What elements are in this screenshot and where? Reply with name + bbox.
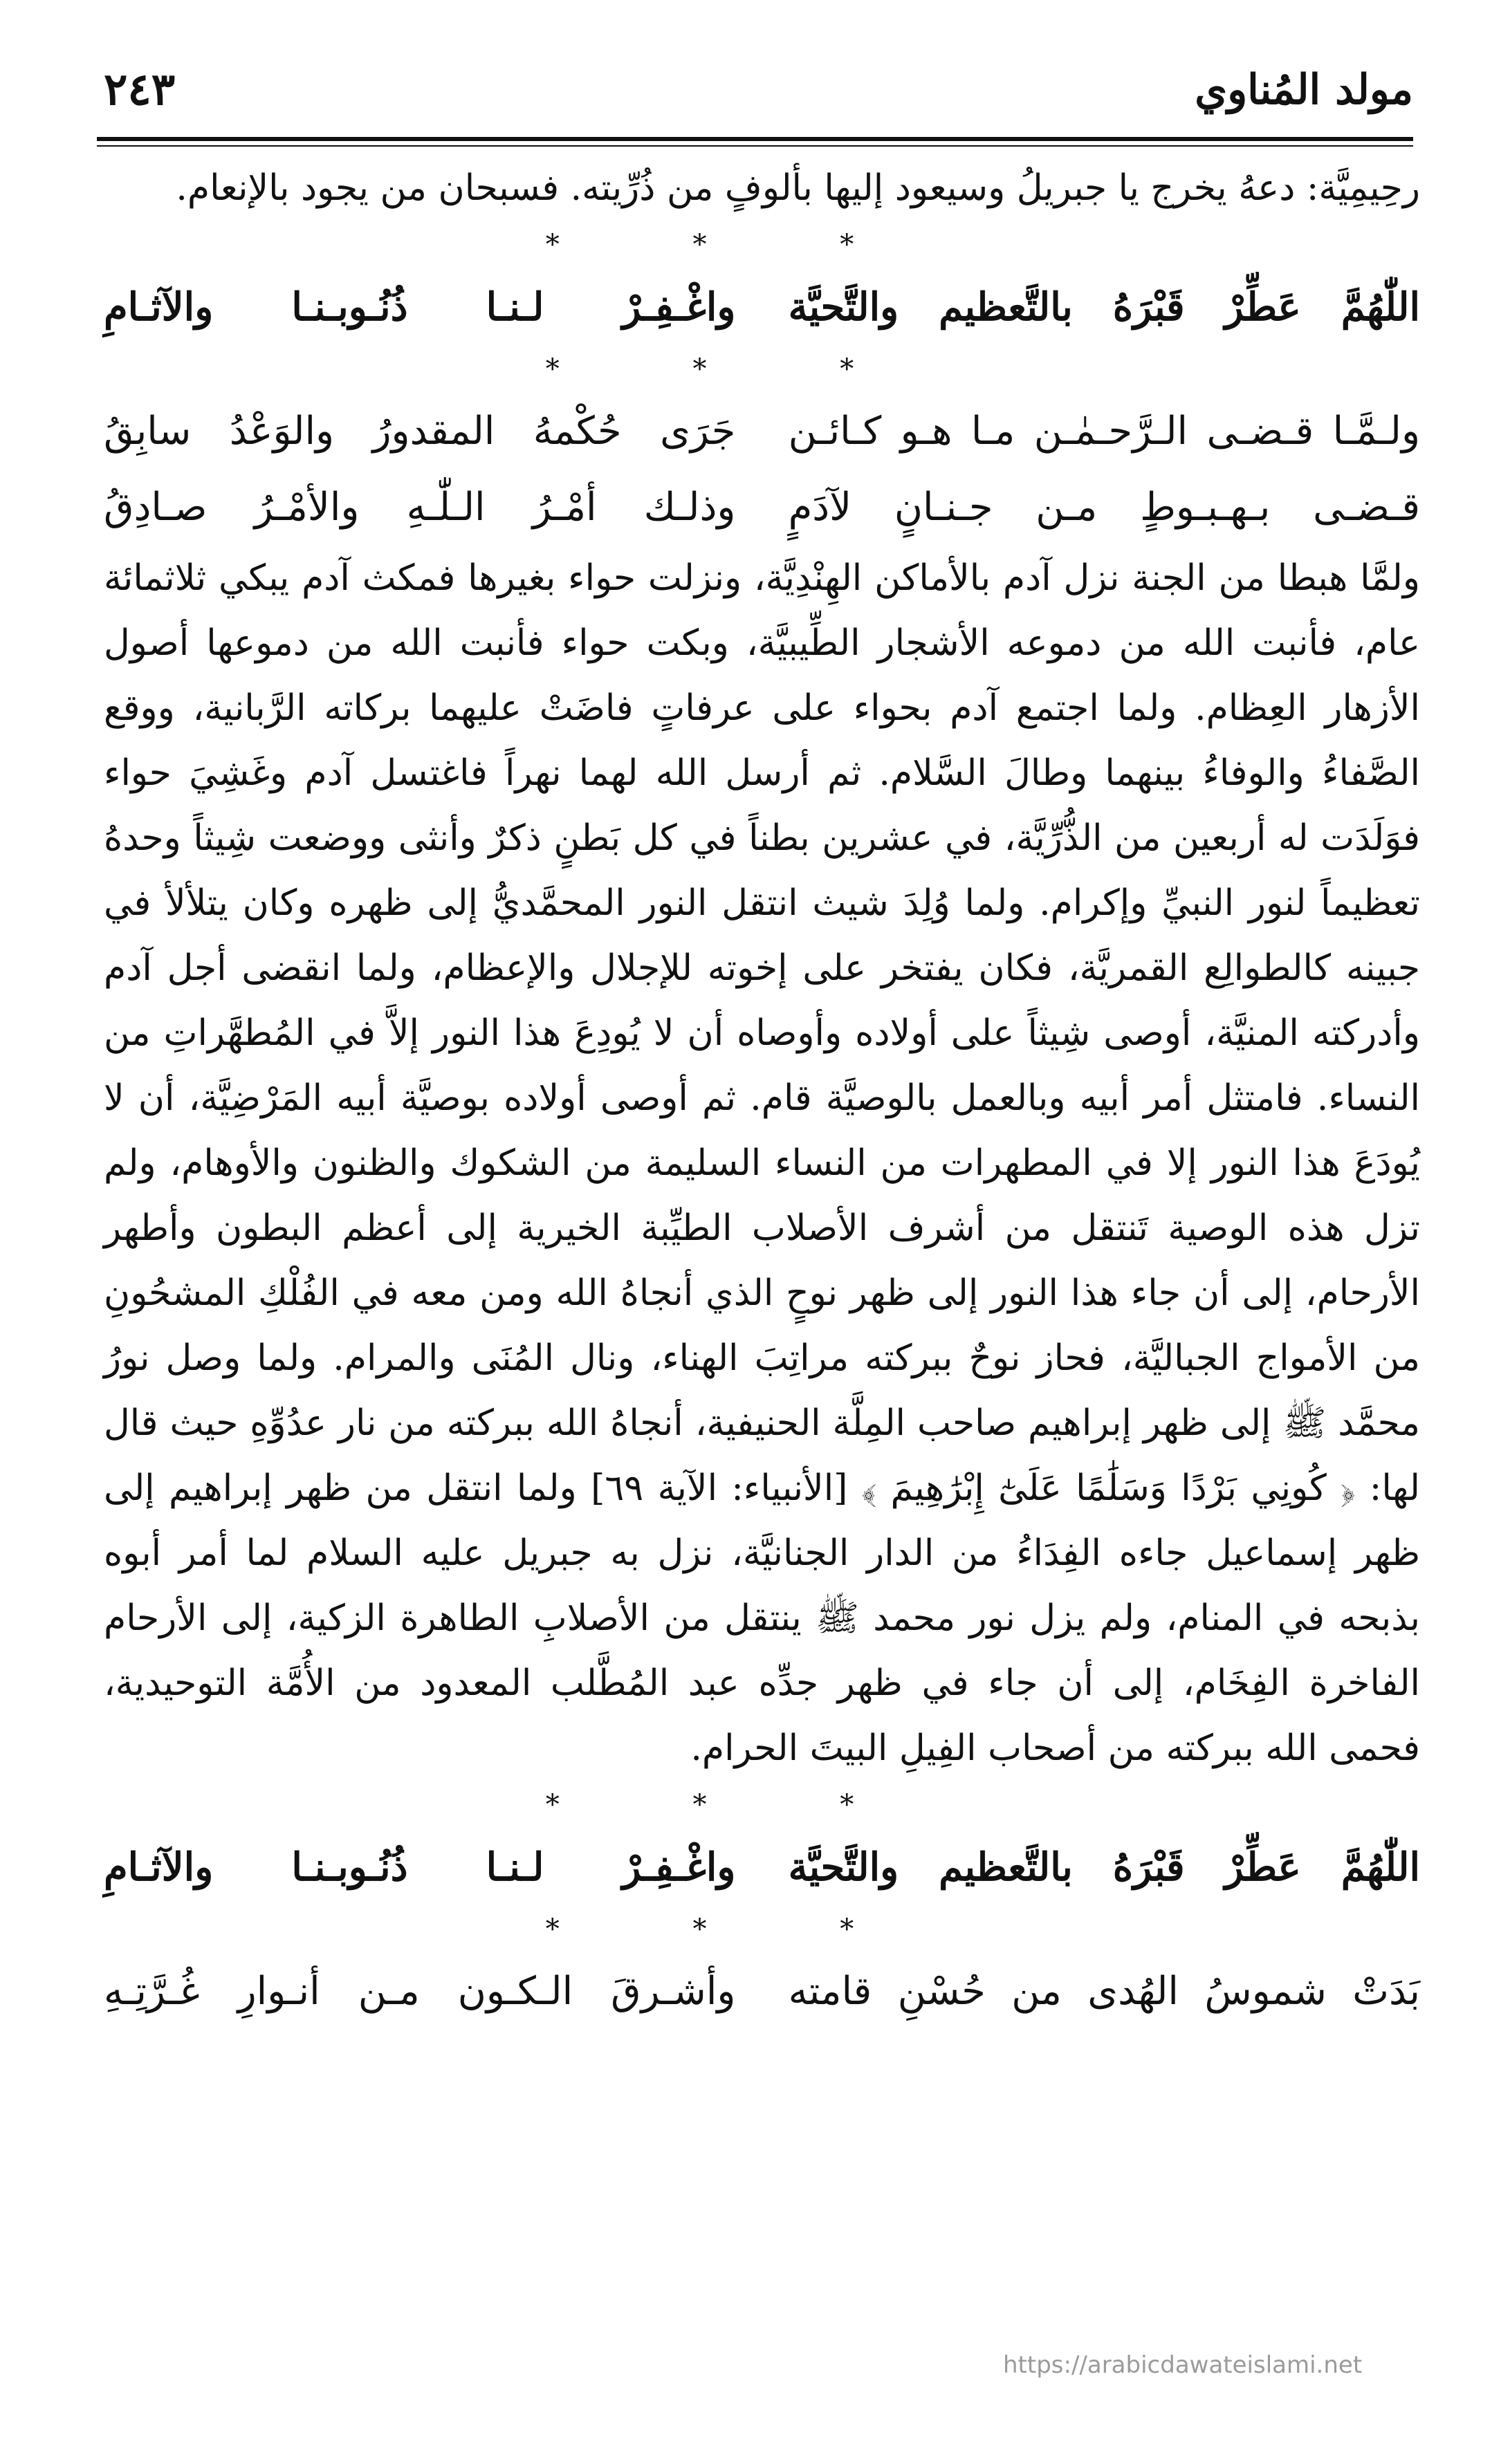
running-title: مولد المُناوي [1195, 66, 1413, 114]
main-paragraph: ولمَّا هبطا من الجنة نزل آدم بالأماكن الهِنْدِيَّة، ونزلت حواء بغيرها فمكث آدم يبكي ثلاثمائة عام، فأنبت الله من دموعه الأشجار الطِّيبيَّة، وبكت حواء فأنبت الله من دموعها أصول الأزهار العِظام. ولما اجتمع آدم بحواء على عرفاتٍ فاضَتْ عليهما بركاته الرَّبانية، ووقع الصَّفاءُ والوفاءُ بينهما وطالَ السَّلام. ثم أرسل الله لهما نهراً فاغتسل آدم وغَشِيَ حواء فوَلَدَت له أربعين من الذُّرِّيَّة، في عشرين بطناً في كل بَطنٍ ذكرٌ وأنثى ووضعت شِيثاً وحدهُ تعظيماً لنور النبيِّ وإكرام. ولما وُلِدَ شيث انتقل النور المحمَّديُّ إلى ظهره وكان يتلألأ في جبينه كالطوالِع القمريَّة، فكان يفتخر على إخوته للإجلال والإعظام، ولما انقضى أجل آدم وأدركته المنيَّة، أوصى شِيثاً على أولاده وأوصاه أن لا يُودِعَ هذا النور إلاَّ في المُطهَّراتِ من النساء. فامتثل أمر أبيه وبالعمل بالوصيَّة قام. ثم أوصى أولاده بوصيَّة أبيه المَرْضِيَّة، أن لا يُودَعَ هذا النور إلا في المطهرات من النساء السليمة من الشكوك والظنون والأوهام، ولم تزل هذه الوصية تَنتقل من أشرف الأصلاب الطيِّبة الخيرية إلى أعظم البطون وأطهر الأرحام، إلى أن جاء هذا النور إلى ظهر نوحٍ الذي أنجاهُ الله ومن معه في الفُلْكِ المشحُونِ من الأمواج الجباليَّة، فحاز نوحٌ ببركته مراتِبَ الهناء، ونال المُنَى والمرام. ولما وصل نورُ محمَّد ﷺ إلى ظهر إبراهيم صاحب المِلَّة الحنيفية، أنجاهُ الله ببركته من نار عدُوِّهِ حيث قال لها: ﴿ كُونِي بَرْدًا وَسَلَٰمًا عَلَىٰٓ إِبْرَٰهِيمَ ﴾ [الأنبياء: الآية ٦٩] ولما انتقل من ظهر إبراهيم إلى ظهر إسماعيل جاءه الفِدَاءُ من الدار الجنانيَّة، نزل به جبريل عليه السلام لما أمر أبوه بذبحه في المنام، ولم يزل نور محمد ﷺ ينتقل من الأصلابِ الطاهرة الزكية، إلى الأرحام الفاخرة الفِخَام، إلى أن جاء في ظهر جدِّه عبد المُطَّلب المعدود من الأُمَّة التوحيدية، فحمى الله ببركته من أصحاب الفِيلِ البيتَ الحرام. [104, 557, 1421, 1769]
header-rule-thick [97, 137, 1413, 141]
poem-verse [104, 393, 1420, 470]
refrain-hemistich-left: واغْـفِـرْ لـنـا ذُنُـوبـنـا والآثـامِ [104, 1844, 736, 1890]
page-header [97, 48, 1413, 138]
refrain-verse [104, 1829, 1420, 1905]
stars-divider: * * * [545, 353, 917, 385]
refrain-hemistich-right: اللّٰهُمَّ عَطِّرْ قَبْرَهُ بالتَّعظيم والتَّحيَّة [788, 284, 1420, 330]
refrain-hemistich-right: اللّٰهُمَّ عَطِّرْ قَبْرَهُ بالتَّعظيم والتَّحيَّة [788, 1844, 1420, 1890]
stars-divider: * * * [545, 229, 917, 261]
refrain-verse [104, 269, 1420, 345]
intro-paragraph: رحِيمِيَّة: دعهُ يخرج يا جبريلُ وسيعود إليها بألوفٍ من ذُرِّيته. فسبحان من يجود بالإنعام. [176, 167, 1420, 209]
watermark-url: https://arabicdawateislami.net [1003, 2351, 1363, 2379]
page-number: ٢٤٣ [104, 64, 176, 115]
poem-verse [104, 470, 1420, 546]
header-rule-thin [97, 145, 1413, 147]
stars-divider: * * * [545, 1914, 917, 1945]
poem-hemistich-left: وذلـك أمْـرُ الـلّٰـهِ والأمْـرُ صـادِقُ [104, 485, 736, 530]
poem-verse [104, 1954, 1420, 2030]
poem-hemistich-right: بَدَتْ شموسُ الهُدى من حُسْنِ قامته [788, 1969, 1420, 2014]
poem-hemistich-right: قـضـى بـهـبـوطٍ مـن جـنـانٍ لآدَمٍ [788, 485, 1420, 530]
stars-divider: * * * [545, 1789, 917, 1821]
refrain-hemistich-left: واغْـفِـرْ لـنـا ذُنُـوبـنـا والآثـامِ [104, 284, 736, 330]
poem-hemistich-right: ولـمَّـا قـضـى الـرَّحـمٰـن مـا هـو كـائـن [788, 409, 1420, 454]
poem-hemistich-left: جَرَى حُكْمهُ المقدورُ والوَعْدُ سابِقُ [104, 409, 736, 454]
poem-hemistich-left: وأشـرقَ الـكـون مـن أنـوارِ غُـرَّتِـهِ [104, 1969, 736, 2014]
page-body [104, 156, 1420, 2326]
